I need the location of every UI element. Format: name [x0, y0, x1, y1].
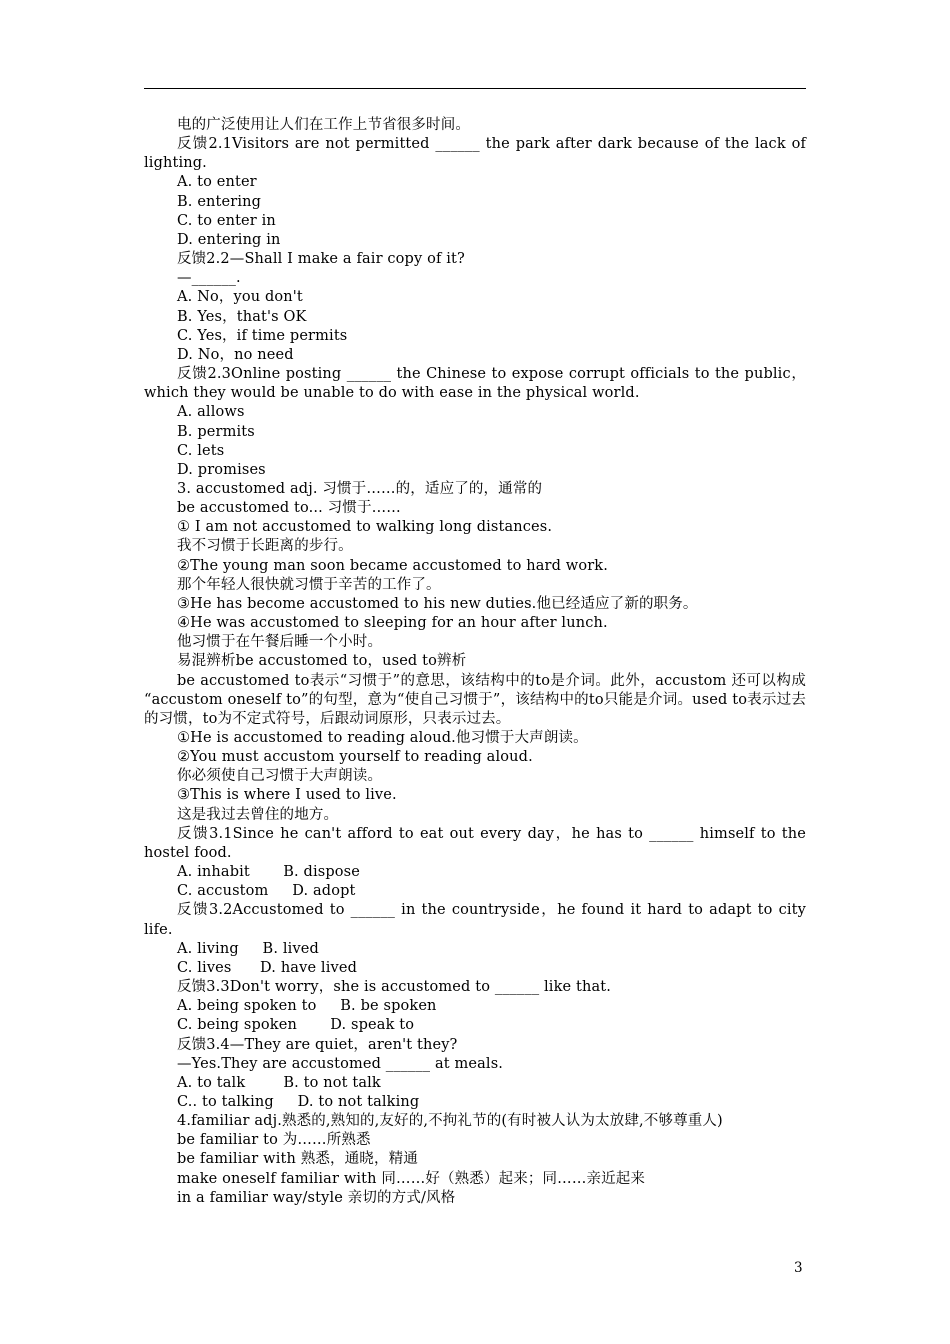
option: A. to enter [177, 174, 257, 191]
exercise-question: 反馈3.4—They are quiet，aren't they? [177, 1036, 458, 1053]
document-body [144, 116, 811, 1208]
option: D. entering in [177, 231, 281, 248]
option: A. allows [177, 404, 245, 421]
example-sentence: ③This is where I used to live. [177, 787, 397, 804]
example-sentence: ②You must accustom yourself to reading aloud. [177, 749, 533, 766]
translation: 这是我过去曾住的地方。 [177, 806, 339, 823]
header-rule [144, 88, 806, 89]
text-line: —______. [177, 270, 241, 287]
option: C. Yes，if time permits [177, 327, 348, 344]
option: C. lives D. have lived [177, 959, 358, 976]
example-sentence: ① I am not accustomed to walking long distances. [177, 519, 553, 536]
exercise-question: 反馈3.3Don't worry，she is accustomed to ______ like that. [177, 979, 611, 996]
example-sentence: ①He is accustomed to reading aloud.他习惯于大声朗读。 [177, 730, 588, 746]
option: B. permits [177, 423, 255, 440]
translation: 我不习惯于长距离的步行。 [177, 538, 353, 555]
option: C. accustom D. adopt [177, 883, 356, 900]
option: C. lets [177, 442, 225, 459]
exercise-question: 反馈2.3Online posting ______ the Chinese to expose corrupt officials to the public，which they would be unable to do with ease in the physical world. [144, 366, 806, 402]
example-sentence: ④He was accustomed to sleeping for an hour after lunch. [177, 615, 608, 632]
translation: 你必须使自己习惯于大声朗读。 [177, 768, 383, 785]
page-number: 3 [794, 1260, 803, 1276]
exercise-question: 反馈2.1Visitors are not permitted ______ the park after dark because of the lack of lighting. [144, 136, 811, 172]
option: D. promises [177, 461, 266, 478]
vocab-heading: 4.familiar adj.熟悉的,熟知的,友好的,不拘礼节的(有时被人认为太放肆,不够尊重人) [177, 1113, 723, 1130]
translation: 那个年轻人很快就习惯于辛苦的工作了。 [177, 576, 441, 593]
section-heading: 易混辨析be accustomed to，used to辨析 [177, 653, 467, 670]
option: D. No，no need [177, 346, 294, 363]
exercise-question: 反馈3.2Accustomed to ______ in the countryside，he found it hard to adapt to city life. [144, 902, 811, 938]
option: B. Yes，that's OK [177, 308, 307, 325]
option: A. to talk B. to not talk [177, 1074, 381, 1091]
example-sentence: ③He has become accustomed to his new duties.他已经适应了新的职务。 [177, 595, 698, 612]
option: C. to enter in [177, 212, 276, 229]
option: A. living B. lived [177, 940, 319, 957]
phrase-line: be familiar with 熟悉，通晓，精通 [177, 1151, 418, 1168]
example-sentence: ②The young man soon became accustomed to hard work. [177, 557, 608, 574]
option: C. being spoken D. speak to [177, 1017, 415, 1034]
option: A. No，you don't [177, 289, 303, 306]
explanation-paragraph: be accustomed to表示“习惯于”的意思，该结构中的to是介词。此外，accustom 还可以构成 “accustom oneself to”的句型，意为“使自己习惯于”，该结构中的to只能是介词。used to表示过去的习惯，to为不定式符号，后跟动词原形，只表示过去。 [144, 672, 811, 727]
option: A. being spoken to B. be spoken [177, 998, 437, 1015]
option: B. entering [177, 193, 262, 210]
exercise-question: 反馈3.1Since he can't afford to eat out every day，he has to ______ himself to the hostel food. [144, 825, 811, 861]
option: A. inhabit B. dispose [177, 864, 360, 881]
phrase-line: make oneself familiar with 同……好（熟悉）起来；同……亲近起来 [177, 1170, 646, 1187]
exercise-question: 反馈2.2—Shall I make a fair copy of it? [177, 251, 465, 268]
vocab-heading: 3. accustomed adj. 习惯于……的，适应了的，通常的 [177, 480, 543, 497]
text-line: be accustomed to... 习惯于…… [177, 500, 401, 517]
phrase-line: be familiar to 为……所熟悉 [177, 1132, 371, 1149]
text-line: 电的广泛使用让人们在工作上节省很多时间。 [177, 117, 470, 133]
phrase-line: in a familiar way/style 亲切的方式/风格 [177, 1189, 456, 1206]
translation: 他习惯于在午餐后睡一个小时。 [177, 634, 383, 651]
text-line: —Yes.They are accustomed ______ at meals. [177, 1055, 504, 1072]
option: C.. to talking D. to not talking [177, 1093, 420, 1110]
